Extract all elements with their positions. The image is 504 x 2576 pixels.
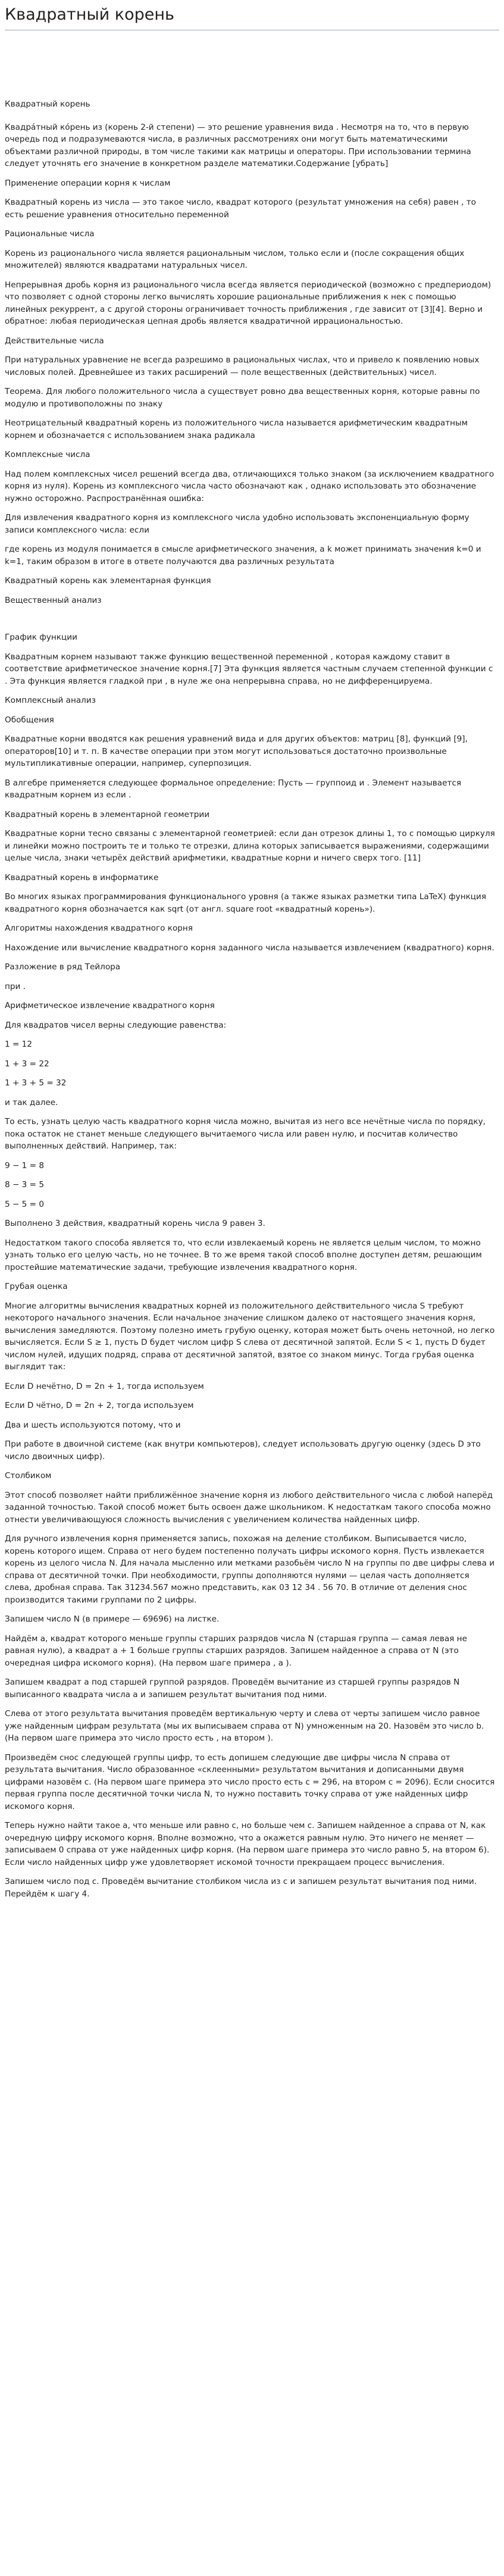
paragraph: Если D нечётно, D = 2n + 1, тогда используем <box>5 1381 204 1391</box>
paragraph: Квадратным корнем называют также функцию вещественной переменной , которая каждому ставит в соответствие арифметическое значение корня.[7] Эта функция является частным случаем степенной функции с . Эта функция является гладкой при , в нуле же она непрерывна справа, но не дифференцируема. <box>5 652 493 686</box>
paragraph: Квадратные корни тесно связаны с элементарной геометрией: если дан отрезок длины 1, то с помощью циркуля и линейки можно построить те и только те отрезки, длина которых записывается выражениями, содержащими целые числа, знаки четырёх действий арифметики, квадратные корни и ничего сверх того. [11] <box>5 829 495 863</box>
section-heading: Разложение в ряд Тейлора <box>5 962 121 972</box>
paragraph: Слева от этого результата вычитания проведём вертикальную черту и слева от черты запишем число равное уже найденным цифрам результата (мы их выписываем справа от N) умноженным на 20. Назовём это число b. (На первом шаге примера это число просто есть , на втором ). <box>5 1709 484 1743</box>
section-heading: Применение операции корня к числам <box>5 178 171 188</box>
paragraph: Неотрицательный квадратный корень из положительного числа называется арифметическим квадратным корнем и обозначается с использованием знака радикала <box>5 418 468 440</box>
paragraph: Нахождение или вычисление квадратного корня заданного числа называется извлечением (квадратного) корня. <box>5 943 494 953</box>
formula-line: 1 = 12 <box>5 1040 32 1049</box>
paragraph: Над полем комплексных чисел решений всегда два, отличающихся только знаком (за исключением квадратного корня из нуля). Корень из комплексного числа часто обозначают как , однако использовать это обозначение нужно осторожно. Распространённая ошибка: <box>5 469 494 503</box>
paragraph: Квадратные корни вводятся как решения уравнений вида и для других объектов: матриц [8], функций [9], операторов[10] и т. п. В качестве операции при этом могут использоваться достаточно произвольные мультипликативные операции, например, суперпозиция. <box>5 734 468 768</box>
section-heading: График функции <box>5 633 77 642</box>
paragraph: Для ручного извлечения корня применяется запись, похожая на деление столбиком. Выписывается число, корень которого ищем. Справа от него будем постепенно получать цифры искомого корня. Пусть извлекается корень из целого числа N. Для начала мысленно или метками разобьём число N на группы по две цифры слева и справа от десятичной точки. При необходимости, группы дополняются нулями — целая часть дополняется слева, дробная справа. Так 31234.567 можно представить, как 03 12 34 . 56 70. В отличие от деления снос производится такими группами по 2 цифры. <box>5 1534 495 1605</box>
section-heading: Столбиком <box>5 1471 52 1481</box>
section-heading: Комплексный анализ <box>5 696 96 705</box>
paragraph: Найдём а, квадрат которого меньше группы старших разрядов числа N (старшая группа — самая левая не равная нулю), а квадрат а + 1 больше группы старших разрядов. Запишем найденное а справа от N (это очередная цифра искомого корня). (На первом шаге примера , а ). <box>5 1633 467 1668</box>
paragraph: Запишем число под с. Проведём вычитание столбиком числа из с и запишем результат вычитания под ними. Перейдём к шагу 4. <box>5 1877 477 1899</box>
paragraph: Если D чётно, D = 2n + 2, тогда используем <box>5 1401 194 1410</box>
paragraph: Квадратный корень из числа — это такое число, квадрат которого (результат умножения на себя) равен , то есть решение уравнения относительно переменной <box>5 198 476 220</box>
section-heading: Комплексные числа <box>5 450 90 459</box>
section-heading: Квадратный корень как элементарная функция <box>5 576 211 586</box>
paragraph: Произведём снос следующей группы цифр, то есть допишем следующие две цифры числа N справа от результата вычитания. Число образованное «склеенными» результатом вычитания и дописанными двумя цифрами назовём с. (На первом шаге примера это число просто есть с = 296, на втором с = 2096). Если сносится первая группа после десятичной точки числа N, то нужно поставить точку справа от уже найденных цифр искомого корня. <box>5 1752 495 1811</box>
page-title: Квадратный корень <box>5 5 174 24</box>
section-heading: Вещественный анализ <box>5 595 102 605</box>
section-heading: Квадратный корень в информатике <box>5 872 159 882</box>
formula-line: при . <box>5 981 26 991</box>
paragraph: Многие алгоритмы вычисления квадратных корней из положительного действительного числа S требуют некоторого начального значения. Если начальное значение слишком далеко от настоящего значения корня, вычисления замедляются. Поэтому полезно иметь грубую оценку, которая может быть очень неточной, но легко вычисляется. Если S ≥ 1, пусть D будет числом цифр S слева от десятичной запятой. Если S < 1, пусть D будет числом нулей, идущих подряд, справа от десятичной запятой, взятое со знаком минус. Тогда грубая оценка выглядит так: <box>5 1301 495 1372</box>
formula-line: и так далее. <box>5 1097 58 1107</box>
section-heading: Рациональные числа <box>5 229 95 239</box>
paragraph: Недостатком такого способа является то, что если извлекаемый корень не является целым числом, то можно узнать только его целую часть, но не точнее. В то же время такой способ вполне доступен детям, решающим простейшие математические задачи, требующие извлечения квадратного корня. <box>5 1238 482 1272</box>
paragraph: Запишем квадрат а под старшей группой разрядов. Проведём вычитание из старшей группы разрядов N выписанного квадрата числа а и запишем результат вычитания под ними. <box>5 1677 460 1699</box>
paragraph: Теорема. Для любого положительного числа а существует ровно два вещественных корня, которые равны по модулю и противоположны по знаку <box>5 387 480 409</box>
formula-line: 1 + 3 = 22 <box>5 1059 49 1069</box>
paragraph: Теперь нужно найти такое а, что меньше или равно с, но больше чем с. Запишем найденное а справа от N, как очередную цифру искомого корня. Вполне возможно, что а окажется равным нулю. Это ничего не меняет — записываем 0 справа от уже найденных цифр корня. (На первом шаге примера это число равно 5, на втором 6). Если число найденных цифр уже удовлетворяет искомой точности прекращаем процесс вычисления. <box>5 1821 490 1867</box>
section-heading: Квадратный корень <box>5 99 90 109</box>
paragraph: Выполнено 3 действия, квадратный корень числа 9 равен 3. <box>5 1219 265 1228</box>
paragraph: В алгебре применяется следующее формальное определение: Пусть — группоид и . Элемент называется квадратным корнем из если . <box>5 778 462 800</box>
paragraph: Во многих языках программирования функционального уровня (а также языках разметки типа LaTeX) функция квадратного корня обозначается как sqrt (от англ. square root «квадратный корень»). <box>5 892 487 914</box>
formula-line: 5 − 5 = 0 <box>5 1199 45 1209</box>
paragraph: При работе в двоичной системе (как внутри компьютеров), следует использовать другую оценку (здесь D это число двоичных цифр). <box>5 1439 481 1461</box>
paragraph: Для квадратов чисел верны следующие равенства: <box>5 1020 227 1030</box>
paragraph: Корень из рационального числа является рациональным числом, только если и (после сокращения общих множителей) являются квадратами натуральных чисел. <box>5 248 465 270</box>
section-heading: Обобщения <box>5 715 54 725</box>
formula-line: 1 + 3 + 5 = 32 <box>5 1078 67 1088</box>
article-body <box>5 98 496 1900</box>
paragraph: Этот способ позволяет найти приближённое значение корня из любого действительного числа с любой наперёд заданной точностью. Такой способ может быть освоен даже школьником. К недостаткам такого способа можно отнести увеличивающуюся сложность вычисления с увеличением количества найденных цифр. <box>5 1490 493 1525</box>
paragraph: Два и шесть используются потому, что и <box>5 1420 181 1430</box>
section-heading: Арифметическое извлечение квадратного корня <box>5 1001 215 1010</box>
paragraph: То есть, узнать целую часть квадратного корня числа можно, вычитая из него все нечётные числа по порядку, пока остаток не станет меньше следующего вычитаемого числа или равен нулю, и посчитав количество выполненных действий. Например, так: <box>5 1117 486 1151</box>
formula-line: 9 − 1 = 8 <box>5 1160 45 1170</box>
section-heading: Действительные числа <box>5 336 104 346</box>
section-heading: Алгоритмы нахождения квадратного корня <box>5 924 193 933</box>
paragraph: Квадра́тный ко́рень из (корень 2-й степени) — это решение уравнения вида . Несмотря на то, что в первую очередь под и подразумеваются числа, в различных рассмотрениях они могут быть математическими объектами различной природы, в том числе такими как матрицы и операторы. При использовании термина следует уточнять его значение в конкретном разделе математики.Содержание [убрать] <box>5 122 471 168</box>
section-heading: Квадратный корень в элементарной геометрии <box>5 809 210 819</box>
paragraph: При натуральных уравнение не всегда разрешимо в рациональных числах, что и привело к появлению новых числовых полей. Древнейшее из таких расширений — поле вещественных (действительных) чисел. <box>5 355 480 377</box>
section-heading: Грубая оценка <box>5 1282 68 1291</box>
formula-line: 8 − 3 = 5 <box>5 1180 45 1190</box>
paragraph: Непрерывная дробь корня из рационального числа всегда является периодической (возможно с предпериодом) что позволяет с одной стороны легко вычислять хорошие рациональные приближения к нек с помощью линейных рекуррент, а с другой стороны ограничивает точность приближения , где зависит от [3][4]. Верно и обратное: любая периодическая цепная дробь является квадратичной иррациональностью. <box>5 280 492 326</box>
paragraph: Для извлечения квадратного корня из комплексного числа удобно использовать экспоненциальную форму записи комплексного числа: если <box>5 513 469 535</box>
paragraph: где корень из модуля понимается в смысле арифметического значения, а k может принимать значения k=0 и k=1, таким образом в итоге в ответе получаются два различных результата <box>5 544 481 566</box>
paragraph: Запишем число N (в примере — 69696) на листке. <box>5 1614 220 1624</box>
